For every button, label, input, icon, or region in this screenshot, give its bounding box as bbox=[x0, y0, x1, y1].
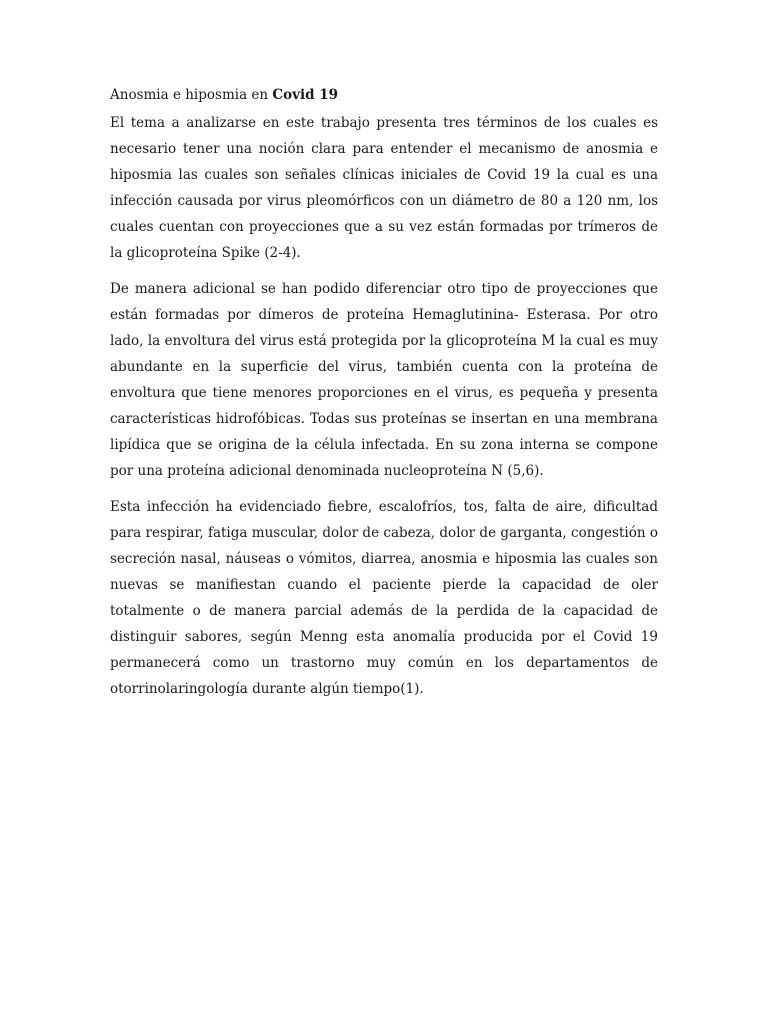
paragraph-1: El tema a analizarse en este trabajo presenta tres términos de los cuales es necesario tener una noción clara para entender el mecanismo de anosmia e hiposmia las cuales son señales clínicas iniciales de Covid 19 la cual es una infección causada por virus pleomórficos con un diámetro de 80 a 120 nm, los cuales cuentan con proyecciones que a su vez están formadas por trímeros de la glicoproteína Spike (2-4). bbox=[110, 115, 658, 261]
document-page bbox=[110, 84, 658, 712]
title-text: Anosmia e hiposmia en bbox=[110, 87, 273, 103]
title-bold-text: Covid 19 bbox=[272, 87, 339, 103]
paragraph-2: De manera adicional se han podido diferenciar otro tipo de proyecciones que están formadas por dímeros de proteína Hemaglutinina- Esterasa. Por otro lado, la envoltura del virus está protegida por la glicoproteína M la cual es muy abundante en la superficie del virus, también cuenta con la proteína de envoltura que tiene menores proporciones en el virus, es pequeña y presenta características hidrofóbicas. Todas sus proteínas se insertan en una membrana lipídica que se origina de la célula infectada. En su zona interna se compone por una proteína adicional denominada nucleoproteína N (5,6). bbox=[110, 281, 658, 479]
paragraph-3: Esta infección ha evidenciado fiebre, escalofríos, tos, falta de aire, dificultad para respirar, fatiga muscular, dolor de cabeza, dolor de garganta, congestión o secreción nasal, náuseas o vómitos, diarrea, anosmia e hiposmia las cuales son nuevas se manifiestan cuando el paciente pierde la capacidad de oler totalmente o de manera parcial además de la perdida de la capacidad de distinguir sabores, según Menng esta anomalía producida por el Covid 19 permanecerá como un trastorno muy común en los departamentos de otorrinolaringología durante algún tiempo(1). bbox=[110, 499, 658, 697]
document-title bbox=[110, 84, 658, 106]
